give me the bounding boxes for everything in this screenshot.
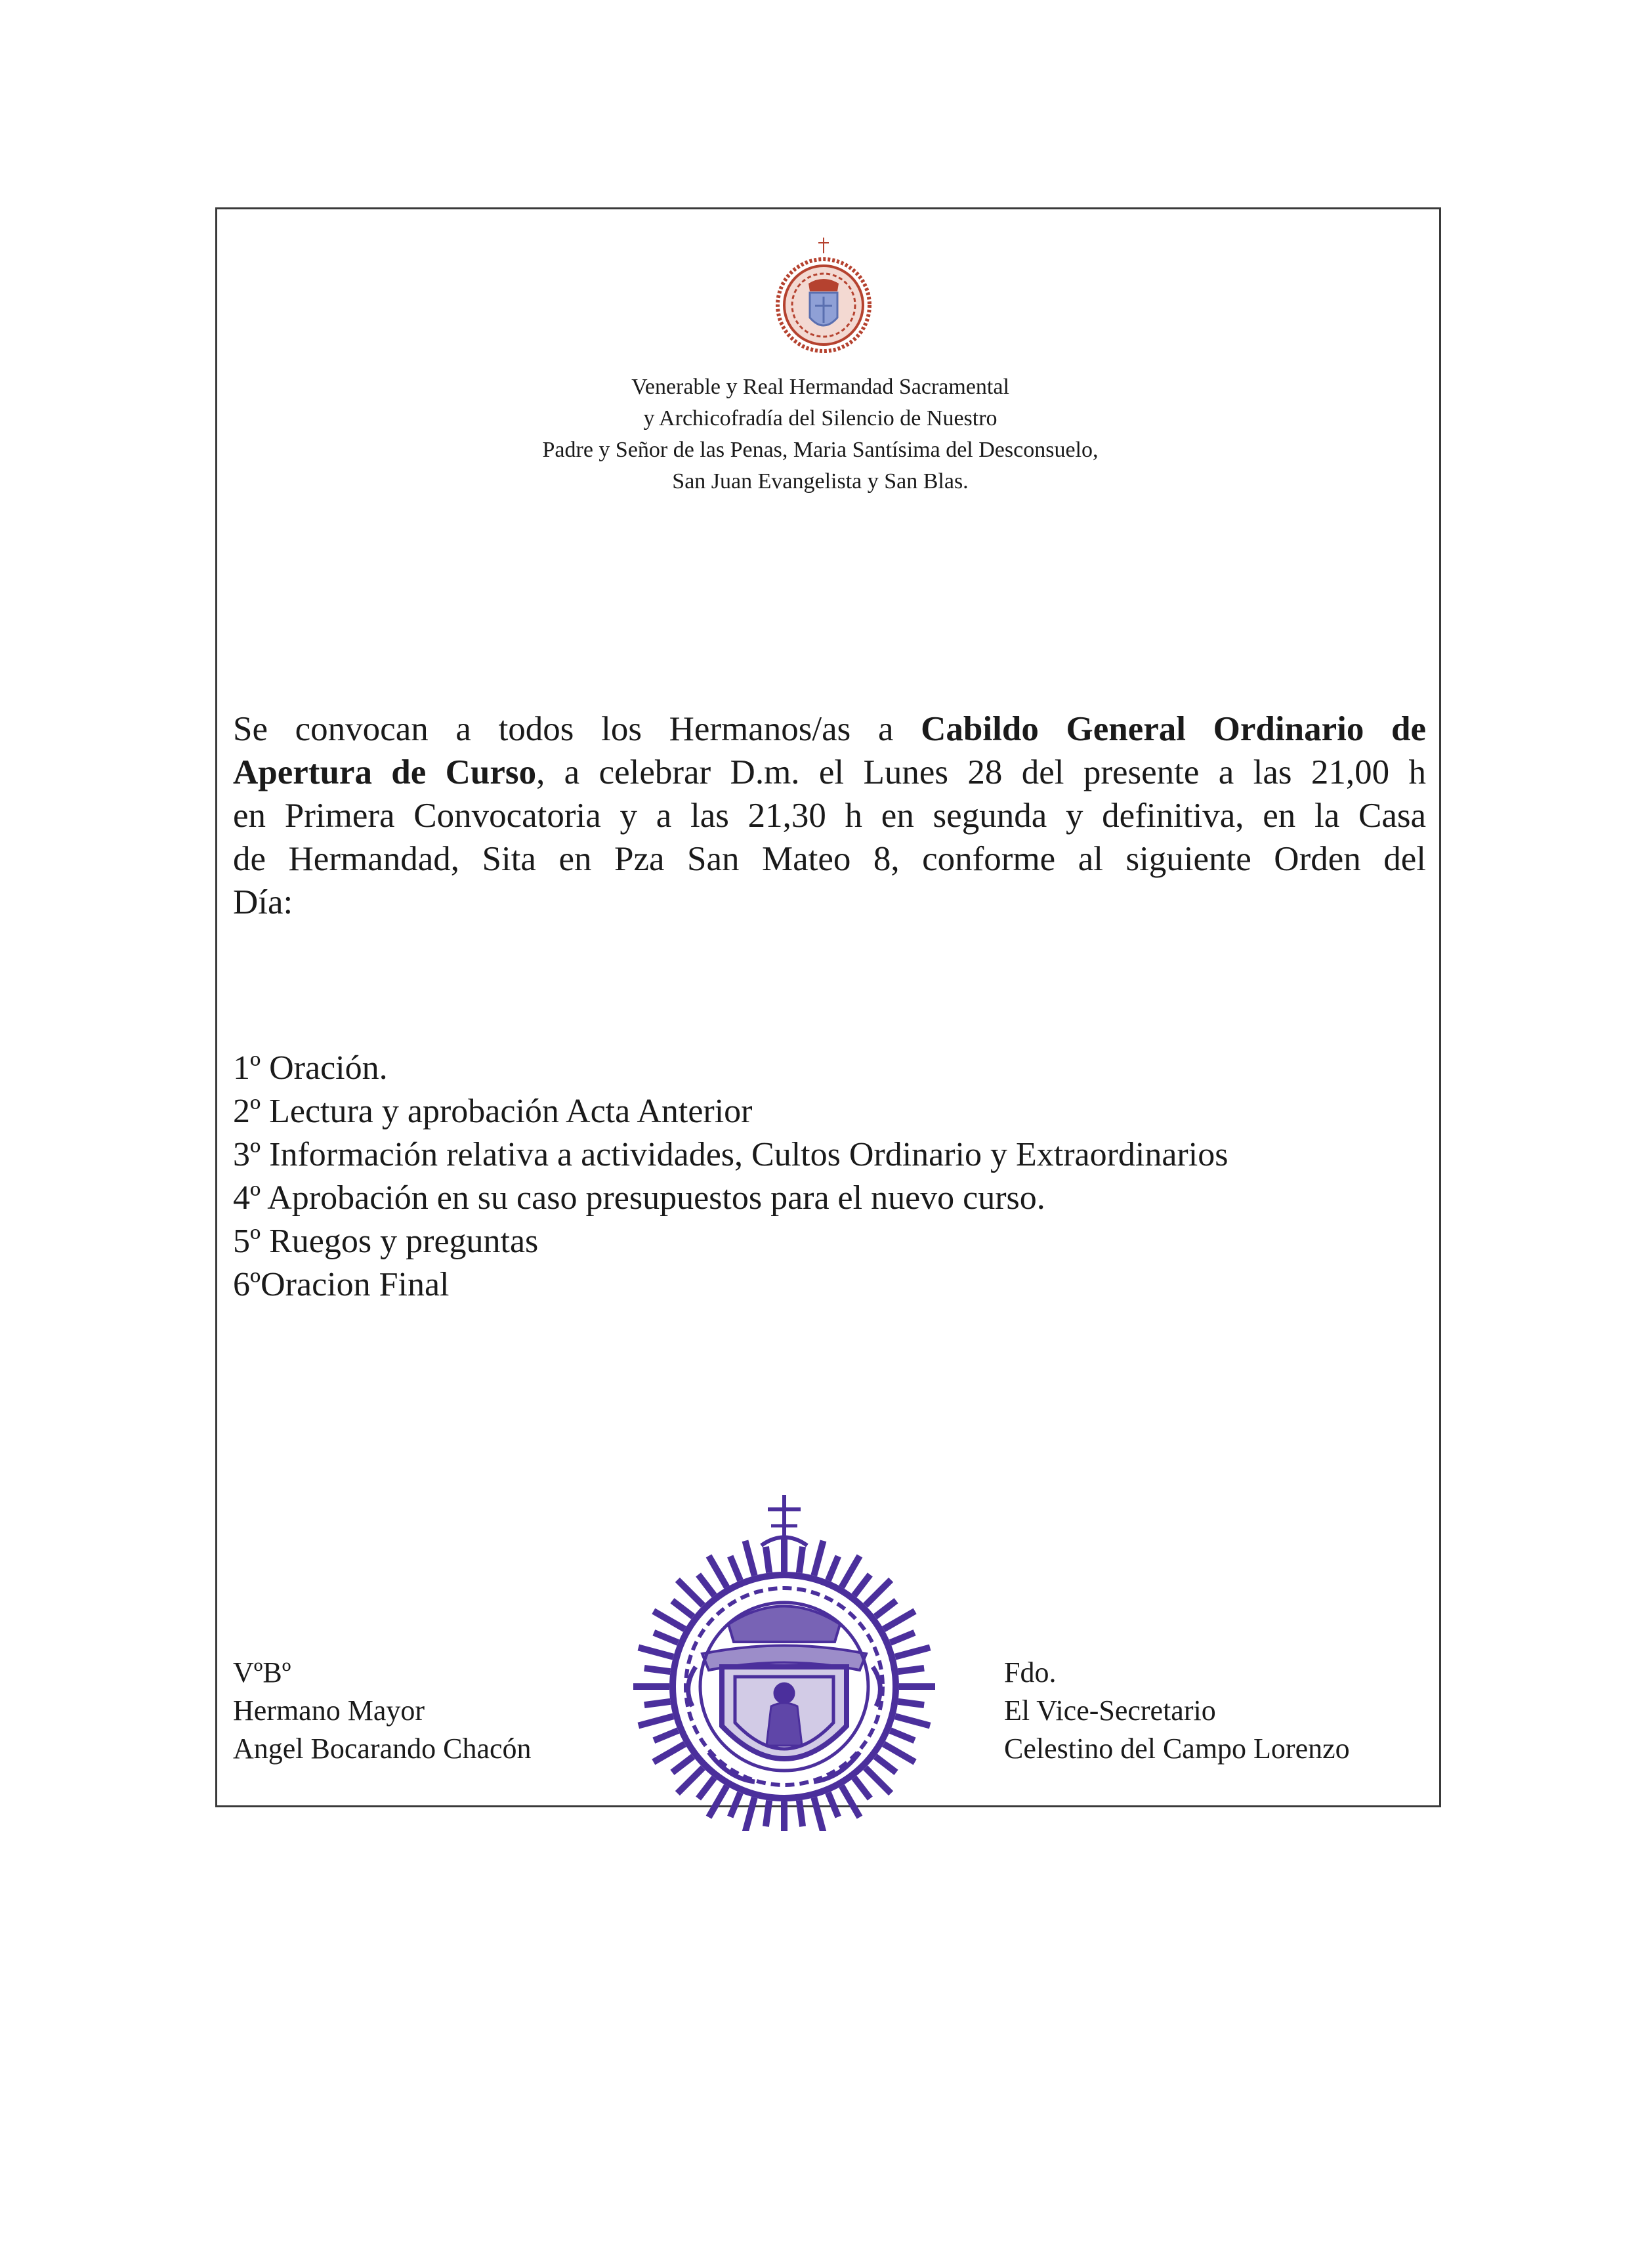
- convocation-text: , a celebrar D.m. el Lunes 28 del presente a las 21,00 h: [536, 753, 1426, 791]
- emblem-cross: [818, 238, 829, 253]
- agenda-item: 6ºOracion Final: [233, 1266, 450, 1303]
- convocation-line: [233, 707, 1426, 751]
- signer-name: Celestino del Campo Lorenzo: [1004, 1732, 1350, 1765]
- convocation-bold: Apertura de Curso: [233, 753, 537, 791]
- header-line: San Juan Evangelista y San Blas.: [672, 469, 969, 494]
- agenda-item: 2º Lectura y aprobación Acta Anterior: [233, 1093, 753, 1130]
- convocation-line: de Hermandad, Sita en Pza San Mateo 8, conforme al siguiente Orden del: [233, 840, 1426, 878]
- agenda-item: 5º Ruegos y preguntas: [233, 1223, 539, 1260]
- brotherhood-seal-icon: [630, 1490, 938, 1831]
- convocation-line: [233, 751, 1426, 794]
- approval-mark: VºBº: [233, 1656, 291, 1689]
- header-line: Padre y Señor de las Penas, Maria Santísima del Desconsuelo,: [542, 438, 1099, 462]
- convocation-line: Día:: [233, 883, 293, 921]
- convocation-line: en Primera Convocatoria y a las 21,30 h en segunda y definitiva, en la Casa: [233, 797, 1426, 835]
- agenda-list: [233, 1047, 1228, 1307]
- convocation-text: Se convocan a todos los Hermanos/as a: [233, 710, 894, 748]
- header-line: y Archicofradía del Silencio de Nuestro: [643, 406, 998, 430]
- signer-role: El Vice-Secretario: [1004, 1694, 1216, 1727]
- agenda-item: 1º Oración.: [233, 1049, 388, 1087]
- convocation-bold: Cabildo General Ordinario de: [921, 710, 1426, 748]
- convocation-paragraph: [233, 707, 1426, 924]
- signer-role: Hermano Mayor: [233, 1694, 425, 1727]
- brotherhood-name: [394, 371, 1247, 497]
- signed-mark: Fdo.: [1004, 1656, 1057, 1689]
- brotherhood-emblem-icon: [768, 236, 879, 354]
- agenda-item: 3º Información relativa a actividades, Cultos Ordinario y Extraordinarios: [233, 1136, 1228, 1173]
- agenda-item: 4º Aprobación en su caso presupuestos para el nuevo curso.: [233, 1179, 1045, 1217]
- signature-block-left: [233, 1654, 532, 1768]
- signature-block-right: [1004, 1654, 1350, 1768]
- header-line: Venerable y Real Hermandad Sacramental: [631, 375, 1009, 399]
- signer-name: Angel Bocarando Chacón: [233, 1732, 532, 1765]
